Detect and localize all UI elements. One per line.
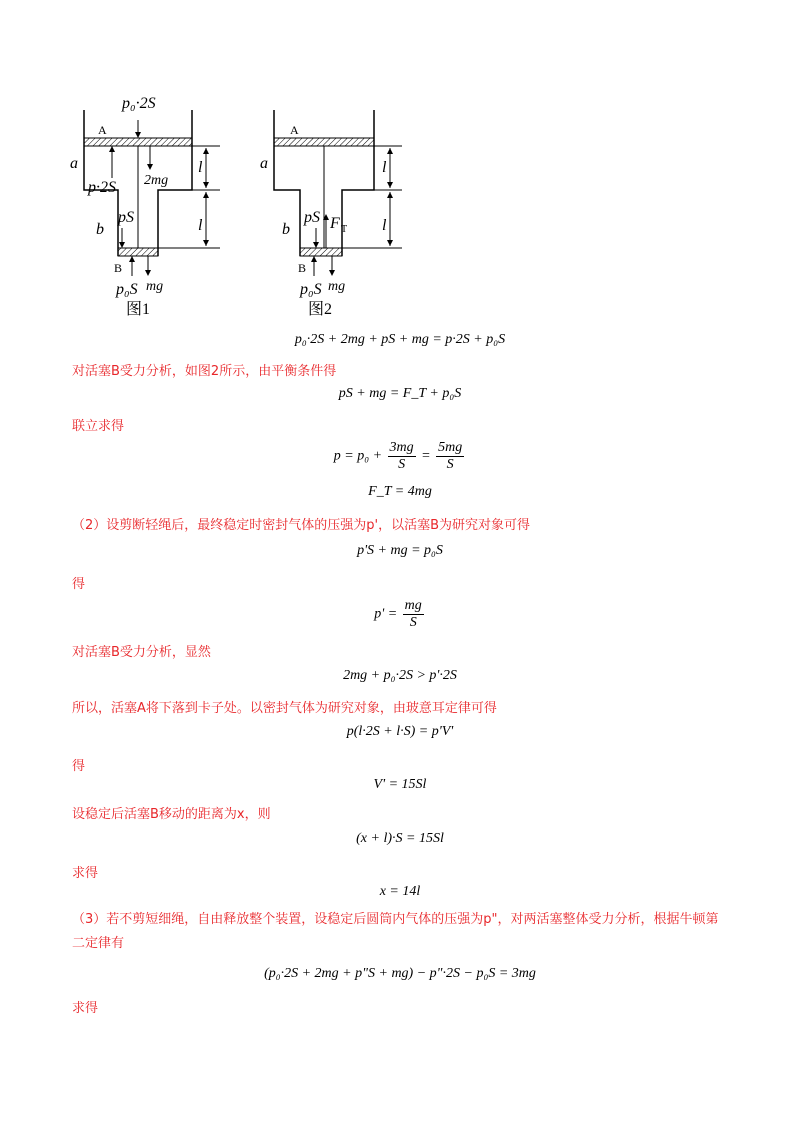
fig2-mg: mg [328, 279, 346, 294]
text-9: 求得 [72, 866, 99, 881]
equation-10: (x + l)·S = 15Sl [356, 831, 444, 846]
equation-12: (p₀·2S + 2mg + p"S + mg) − p"·2S − p₀S = 3mg [264, 966, 536, 981]
fig2-l-upper: l [382, 159, 387, 176]
text-5: 对活塞B受力分析，显然 [72, 645, 211, 660]
equation-6-lhs: p' = [374, 606, 401, 622]
fraction-denominator: S [398, 457, 406, 472]
fig2-ps: pS [304, 209, 320, 226]
fig1-weight-a: 2mg [144, 173, 169, 188]
fig2-label-b: b [282, 221, 290, 238]
equation-11: x = 14l [379, 884, 421, 899]
fig1-top-force: p₀·2S [122, 95, 156, 112]
fig1-label-b: b [96, 221, 104, 238]
fig1-gas-force: p·2S [88, 179, 116, 196]
fig2-piston-b-label: B [298, 261, 307, 275]
fig1-l-lower: l [198, 217, 203, 234]
equation-4: F_T = 4mg [368, 484, 432, 499]
figure-2 [250, 88, 430, 327]
equation-9: V' = 15Sl [373, 777, 427, 792]
piston-b [118, 248, 158, 256]
fig1-piston-b-label: B [114, 261, 123, 275]
fraction-5mg-s [436, 440, 464, 473]
text-4: 得 [72, 577, 86, 592]
fig2-ft: F [330, 215, 340, 232]
fraction-numerator: mg [404, 598, 422, 613]
text-3: （2）设剪断轻绳后，最终稳定时密封气体的压强为p'，以活塞B为研究对象可得 [72, 518, 531, 533]
fraction-numerator: 3mg [389, 440, 414, 455]
fraction-denominator: S [409, 615, 417, 630]
equation-8: p(l·2S + l·S) = p'V' [346, 724, 454, 739]
equation-3-lhs: p = p₀ + [333, 448, 386, 464]
fig1-l-upper: l [198, 159, 203, 176]
fig1-mg: mg [146, 279, 164, 294]
piston-b-2 [300, 248, 342, 256]
equation-2: pS + mg = F_T + p₀S [338, 386, 462, 401]
fig1-caption: 图1 [126, 301, 151, 318]
text-1: 对活塞B受力分析，如图2所示，由平衡条件得 [72, 364, 337, 379]
text-8: 设稳定后活塞B移动的距离为x，则 [72, 807, 271, 822]
text-6: 所以，活塞A将下落到卡子处。以密封气体为研究对象，由玻意耳定律可得 [72, 701, 497, 716]
fig1-ps: pS [118, 209, 134, 226]
text-7: 得 [72, 759, 86, 774]
fig2-p0s: p₀S [300, 281, 322, 298]
figure-2-svg [250, 88, 430, 323]
fig1-p0s: p₀S [116, 281, 138, 298]
fig2-caption: 图2 [308, 301, 333, 318]
fraction-denominator: S [446, 457, 454, 472]
text-10: （3）若不剪短细绳，自由释放整个装置，设稳定后圆筒内气体的压强为p"，对两活塞整体受力分析，根据牛顿第二定律有 [72, 912, 719, 951]
equation-3-mid: = [417, 448, 435, 464]
fraction-numerator: 5mg [438, 440, 463, 455]
equation-1: p₀·2S + 2mg + pS + mg = p·2S + p₀S [294, 332, 506, 347]
fig2-ft-sub: T [341, 224, 348, 235]
fraction-3mg-s [388, 440, 416, 473]
equation-5: p'S + mg = p₀S [357, 543, 443, 558]
fraction-mg-s [403, 598, 424, 631]
text-11: 求得 [72, 1001, 99, 1016]
fig2-piston-a-label: A [290, 123, 299, 137]
piston-a-2 [274, 138, 374, 146]
figure-1 [60, 88, 240, 327]
text-2: 联立求得 [72, 419, 125, 434]
fig1-piston-a-label: A [98, 123, 107, 137]
fig2-label-a: a [260, 155, 268, 172]
equation-7: 2mg + p₀·2S > p'·2S [343, 668, 457, 683]
piston-a [84, 138, 192, 146]
fig1-label-a: a [70, 155, 78, 172]
equation-6 [0, 598, 800, 631]
equation-3 [0, 440, 800, 473]
fig2-l-lower: l [382, 217, 387, 234]
figure-1-svg [60, 88, 240, 323]
